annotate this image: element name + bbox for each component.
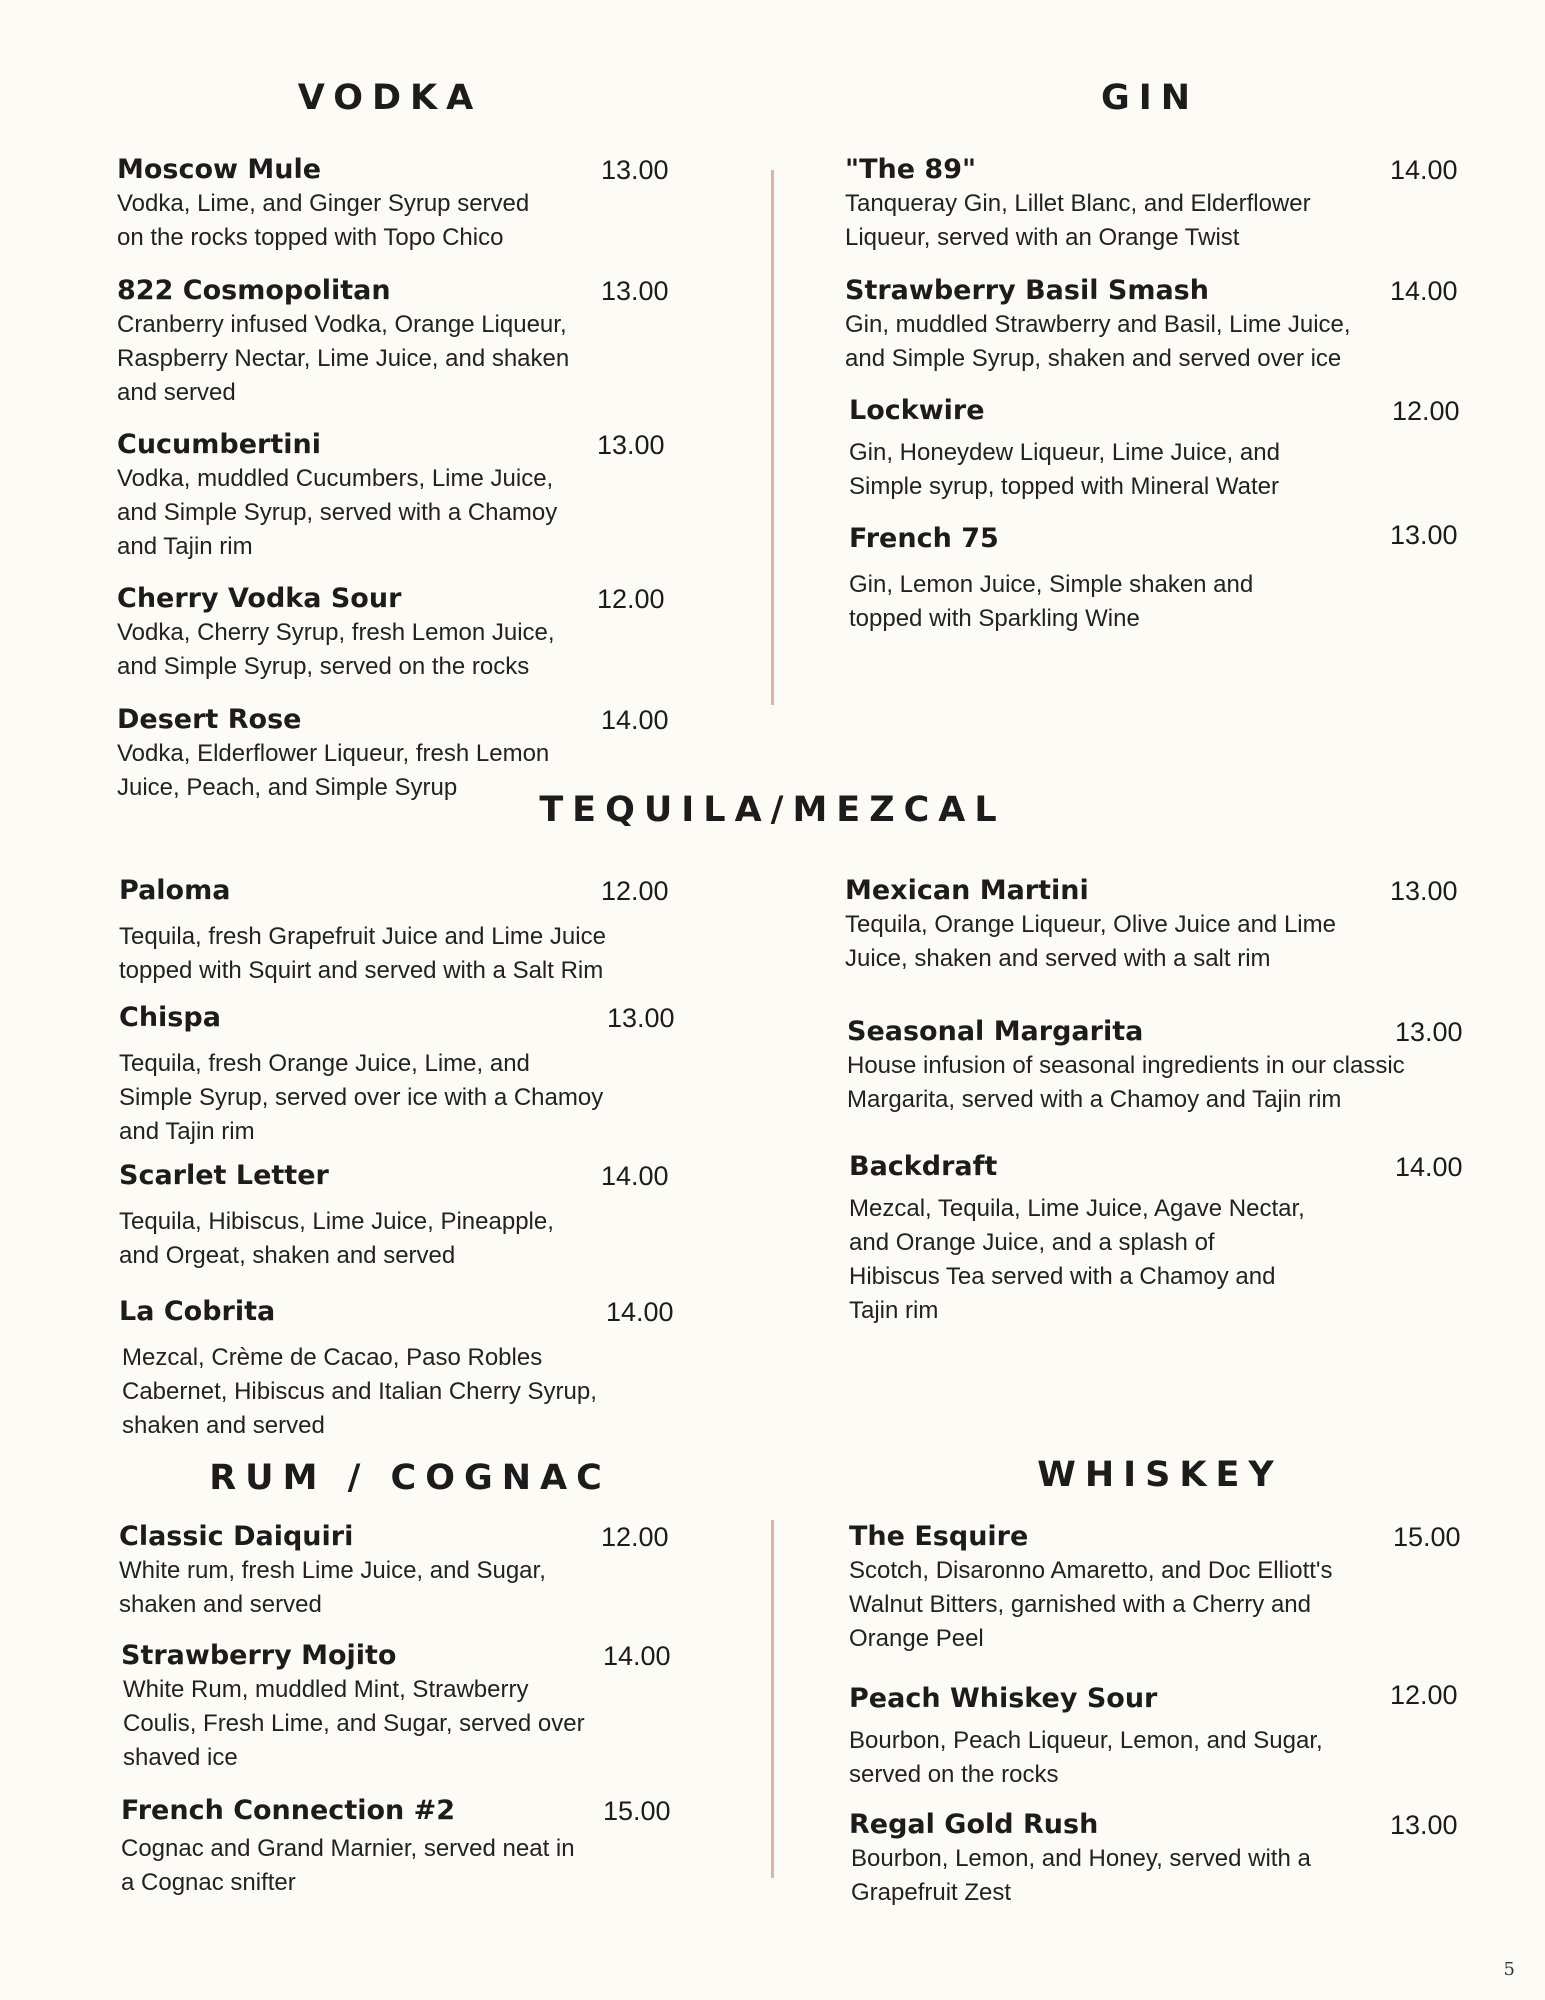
section-title-gin: GIN (1100, 78, 1200, 118)
menu-item-strawberry-mojito (121, 1639, 711, 1775)
item-price: 12.00 (597, 584, 665, 614)
column-divider-top (771, 170, 774, 705)
menu-item-mexican-martini (845, 874, 1465, 976)
item-name: Strawberry Basil Smash (845, 275, 1209, 306)
menu-item-peach-whiskey-sour (849, 1682, 1469, 1792)
item-description: Bourbon, Peach Liqueur, Lemon, and Sugar, served on the rocks (849, 1727, 1323, 1788)
item-name: Strawberry Mojito (121, 1640, 397, 1671)
item-name: Moscow Mule (117, 154, 322, 185)
item-description: Gin, Lemon Juice, Simple shaken and topped with Sparkling Wine (849, 571, 1254, 632)
item-description: Gin, Honeydew Liqueur, Lime Juice, and Simple syrup, topped with Mineral Water (849, 439, 1280, 500)
item-name: Scarlet Letter (119, 1160, 329, 1191)
item-name: Mexican Martini (845, 875, 1089, 906)
item-name: Cucumbertini (117, 429, 321, 460)
item-price: 14.00 (603, 1641, 671, 1671)
menu-item-moscow-mule (117, 153, 677, 255)
menu-item-lockwire (849, 394, 1469, 504)
item-price: 13.00 (601, 155, 669, 185)
item-name: French 75 (849, 523, 999, 554)
item-price: 15.00 (1393, 1522, 1461, 1552)
menu-item-cherry-vodka-sour (117, 582, 677, 684)
menu-item-chispa (119, 1001, 709, 1149)
menu-item-822-cosmopolitan (117, 274, 677, 410)
menu-item-seasonal-margarita (847, 1015, 1467, 1117)
item-price: 14.00 (1390, 155, 1458, 185)
item-price: 14.00 (606, 1297, 674, 1327)
item-price: 14.00 (601, 1161, 669, 1191)
item-name: Desert Rose (117, 704, 302, 735)
item-name: The Esquire (849, 1521, 1029, 1552)
item-description: Cranberry infused Vodka, Orange Liqueur, Raspberry Nectar, Lime Juice, and shaken and served (117, 311, 570, 406)
menu-item-regal-gold-rush (849, 1808, 1469, 1910)
item-description: Tequila, Orange Liqueur, Olive Juice and Lime Juice, shaken and served with a salt rim (845, 911, 1336, 972)
item-price: 12.00 (601, 1522, 669, 1552)
section-title-tequila-mezcal: TEQUILA/MEZCAL (539, 790, 1006, 830)
column-divider-bottom (771, 1520, 774, 1878)
item-price: 13.00 (607, 1003, 675, 1033)
item-description: Tanqueray Gin, Lillet Blanc, and Elderflower Liqueur, served with an Orange Twist (845, 190, 1311, 251)
section-title-rum-cognac: RUM / COGNAC (209, 1458, 611, 1498)
item-price: 13.00 (1390, 520, 1458, 550)
item-price: 13.00 (1390, 876, 1458, 906)
item-description: Vodka, Lime, and Ginger Syrup served on the rocks topped with Topo Chico (117, 190, 530, 251)
item-description: Scotch, Disaronno Amaretto, and Doc Elliott's Walnut Bitters, garnished with a Cherry and Orange Peel (849, 1557, 1333, 1652)
item-name: Chispa (119, 1002, 221, 1033)
page-number: 5 (1503, 1959, 1515, 1980)
menu-item-french-connection-2 (121, 1794, 711, 1900)
item-description: Vodka, Cherry Syrup, fresh Lemon Juice, and Simple Syrup, served on the rocks (117, 619, 555, 680)
menu-item-backdraft (849, 1150, 1469, 1328)
menu-item-scarlet-letter (119, 1159, 709, 1273)
item-description: Tequila, fresh Grapefruit Juice and Lime Juice topped with Squirt and served with a Salt Rim (119, 923, 606, 984)
item-name: 822 Cosmopolitan (117, 275, 391, 306)
section-title-vodka: VODKA (297, 78, 483, 118)
menu-item-strawberry-basil-smash (845, 274, 1465, 376)
item-name: Seasonal Margarita (847, 1016, 1144, 1047)
item-price: 13.00 (1395, 1017, 1463, 1047)
item-price: 15.00 (603, 1796, 671, 1826)
item-price: 12.00 (1390, 1680, 1458, 1710)
item-description: White Rum, muddled Mint, Strawberry Coulis, Fresh Lime, and Sugar, served over shaved ice (123, 1676, 585, 1771)
item-name: Cherry Vodka Sour (117, 583, 402, 614)
item-description: Tequila, Hibiscus, Lime Juice, Pineapple, and Orgeat, shaken and served (119, 1208, 554, 1269)
item-description: Tequila, fresh Orange Juice, Lime, and Simple Syrup, served over ice with a Chamoy and Tajin rim (119, 1050, 604, 1145)
item-description: Mezcal, Tequila, Lime Juice, Agave Nectar, and Orange Juice, and a splash of Hibiscus Tea served with a Chamoy and Tajin rim (849, 1195, 1305, 1324)
item-name: Paloma (119, 875, 231, 906)
item-price: 12.00 (601, 876, 669, 906)
item-name: Regal Gold Rush (849, 1809, 1099, 1840)
menu-item-the-esquire (849, 1520, 1469, 1656)
item-name: Peach Whiskey Sour (849, 1683, 1158, 1714)
item-description: Vodka, Elderflower Liqueur, fresh Lemon Juice, Peach, and Simple Syrup (117, 740, 550, 801)
item-description: Cognac and Grand Marnier, served neat in a Cognac snifter (121, 1835, 575, 1896)
section-title-whiskey: WHISKEY (1037, 1455, 1283, 1495)
item-name: La Cobrita (119, 1296, 276, 1327)
item-price: 13.00 (1390, 1810, 1458, 1840)
menu-item-classic-daiquiri (119, 1520, 709, 1622)
menu-item-cucumbertini (117, 428, 677, 564)
item-description: Gin, muddled Strawberry and Basil, Lime Juice, and Simple Syrup, shaken and served over ice (845, 311, 1351, 372)
item-description: House infusion of seasonal ingredients in our classic Margarita, served with a Chamoy and Tajin rim (847, 1052, 1405, 1113)
item-price: 14.00 (1395, 1152, 1463, 1182)
item-description: White rum, fresh Lime Juice, and Sugar, shaken and served (119, 1557, 546, 1618)
item-name: Classic Daiquiri (119, 1521, 354, 1552)
item-price: 13.00 (597, 430, 665, 460)
item-price: 13.00 (601, 276, 669, 306)
item-name: "The 89" (845, 154, 977, 185)
item-price: 12.00 (1392, 396, 1460, 426)
menu-item-paloma (119, 874, 709, 988)
menu-item-la-cobrita (119, 1295, 709, 1443)
menu-item-the-89 (845, 153, 1465, 255)
item-name: Lockwire (849, 395, 985, 426)
menu-item-french-75 (849, 522, 1469, 636)
item-name: Backdraft (849, 1151, 998, 1182)
item-name: French Connection #2 (121, 1795, 456, 1826)
item-description: Mezcal, Crème de Cacao, Paso Robles Cabernet, Hibiscus and Italian Cherry Syrup, shaken and served (122, 1344, 597, 1439)
item-price: 14.00 (601, 705, 669, 735)
item-description: Vodka, muddled Cucumbers, Lime Juice, and Simple Syrup, served with a Chamoy and Tajin rim (117, 465, 558, 560)
item-price: 14.00 (1390, 276, 1458, 306)
item-description: Bourbon, Lemon, and Honey, served with a Grapefruit Zest (851, 1845, 1311, 1906)
